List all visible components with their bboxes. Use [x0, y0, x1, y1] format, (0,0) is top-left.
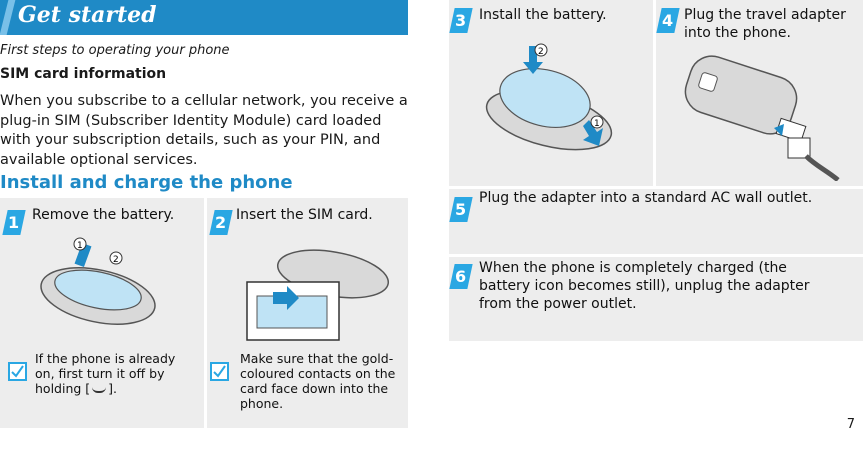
step4-panel: [656, 0, 863, 186]
step3-badge: 3: [449, 8, 472, 33]
svg-text:2: 2: [113, 255, 119, 265]
step1-text: Remove the battery.: [32, 207, 175, 223]
step1-panel: [0, 198, 204, 428]
svg-text:1: 1: [77, 241, 83, 251]
step5-badge: 5: [449, 197, 472, 222]
note2-text: Make sure that the gold-coloured contacts on the card face down into the phone.: [240, 351, 396, 411]
step1-badge: 1: [2, 210, 25, 235]
sim-body: When you subscribe to a cellular network, you receive a plug-in SIM (Subscriber Identity Module) card loaded with your subscription details, such as your PIN, and available optional services.: [0, 93, 408, 168]
step3-panel: [449, 0, 653, 186]
end-key-icon: [92, 383, 106, 393]
step6-badge: 6: [449, 264, 472, 289]
page-number: 7: [846, 417, 855, 432]
step2-badge: 2: [209, 210, 232, 235]
note1-text: If the phone is already on, first turn it off by holding [ ].: [35, 351, 176, 396]
install-heading: Install and charge the phone: [0, 172, 293, 193]
check-note-icon-2: [210, 362, 229, 381]
step6-panel: [449, 257, 863, 341]
svg-text:2: 2: [538, 47, 544, 57]
step6-text: When the phone is completely charged (the battery icon becomes still), unplug the adapter from the power outlet.: [479, 260, 810, 312]
page-title: Get started: [18, 2, 157, 28]
adapter-illustration: [666, 46, 846, 181]
step4-text: Plug the travel adapter into the phone.: [684, 7, 846, 41]
step4-badge: 4: [656, 8, 679, 33]
battery-illustration: [479, 36, 619, 166]
check-note-icon: [8, 362, 27, 381]
sim-heading: SIM card information: [0, 66, 167, 82]
step2-panel: [207, 198, 408, 428]
step2-text: Insert the SIM card.: [236, 207, 373, 223]
step5-text: Plug the adapter into a standard AC wall outlet.: [479, 190, 813, 206]
banner-stripe: [0, 0, 15, 35]
step5-panel: [449, 189, 863, 254]
header-banner: [0, 0, 408, 35]
svg-text:1: 1: [594, 119, 600, 129]
phone-illustration: [36, 234, 166, 334]
subtitle: First steps to operating your phone: [0, 43, 230, 58]
step3-text: Install the battery.: [479, 7, 607, 23]
sim-illustration: [243, 232, 393, 342]
